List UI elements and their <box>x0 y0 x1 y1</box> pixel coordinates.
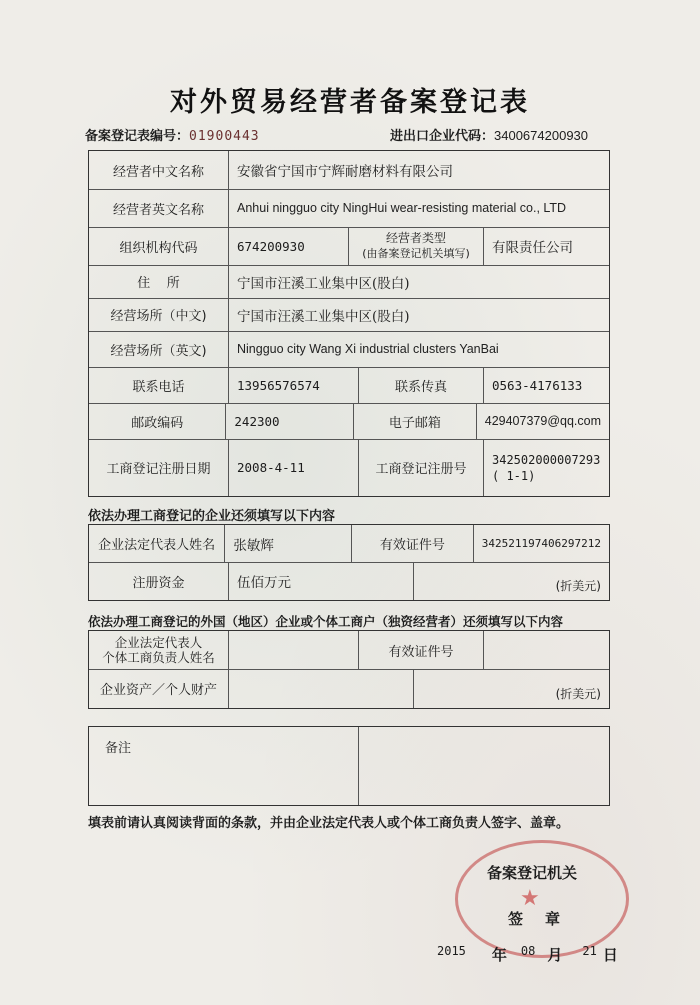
fax-label: 联系传真 <box>359 367 484 403</box>
remarks-box <box>88 726 610 806</box>
date-month: 08 <box>520 944 536 958</box>
phone-value: 13956576574 <box>229 367 359 403</box>
id-number: 342521197406297212 <box>481 537 601 550</box>
enterprise-code <box>390 125 588 144</box>
row-cn-name <box>89 151 609 190</box>
date-year-unit: 年 <box>491 946 507 964</box>
assets-value <box>229 669 414 708</box>
email-value: 429407379@qq.com <box>484 414 601 428</box>
reg-date-value: 2008-4-11 <box>229 439 359 496</box>
remarks-label-cell <box>89 727 359 805</box>
section1-table <box>88 524 610 601</box>
fax-value: 0563-4176133 <box>492 377 583 393</box>
postcode-label: 邮政编码 <box>89 403 226 439</box>
id-label: 有效证件号 <box>352 525 474 562</box>
place-en-value: Ningguo city Wang Xi industrial clusters YanBai <box>237 342 499 356</box>
row-place-cn <box>89 298 609 332</box>
foreign-rep-label-line2: 个体工商负责人姓名 <box>102 650 215 665</box>
enterprise-code-value: 3400674200930 <box>494 128 589 143</box>
type-label-line2: (由备案登记机关填写) <box>362 247 470 260</box>
row-legal-rep <box>89 525 609 563</box>
date-day-unit: 日 <box>602 946 618 964</box>
row-en-name <box>89 189 609 228</box>
cn-name-value: 安徽省宁国市宁辉耐磨材料有限公司 <box>237 164 453 180</box>
row-residence <box>89 265 609 299</box>
foreign-id-label: 有效证件号 <box>359 631 484 669</box>
date-month-unit: 月 <box>547 946 563 964</box>
org-code-value: 674200930 <box>229 227 349 265</box>
legal-rep-label: 企业法定代表人姓名 <box>89 525 225 562</box>
type-value: 有限责任公司 <box>492 240 573 256</box>
main-table <box>88 150 610 497</box>
seal-org-label: 备案登记机关 <box>487 864 578 882</box>
assets-usd-note: (折美元) <box>555 687 601 701</box>
residence-value: 宁国市汪溪工业集中区(股白) <box>237 275 410 292</box>
en-name-value: Anhui ningguo city NingHui wear-resisting material co., LTD <box>237 201 567 215</box>
place-cn-label: 经营场所（中文) <box>89 298 229 331</box>
capital-value: 伍佰万元 <box>229 562 414 600</box>
seal-star-icon: ★ <box>520 886 540 911</box>
date-year: 2015 <box>437 944 466 958</box>
capital-label: 注册资金 <box>89 562 229 600</box>
foreign-id-value <box>484 631 609 669</box>
type-label-line1: 经营者类型 <box>385 231 446 245</box>
reg-no-label: 工商登记注册号 <box>359 439 484 496</box>
cn-name-label: 经营者中文名称 <box>89 151 229 189</box>
foreign-rep-label-line1: 企业法定代表人 <box>114 635 203 650</box>
registration-number-value: 01900443 <box>189 129 260 144</box>
row-phone-fax <box>89 367 609 404</box>
section1-heading: 依法办理工商登记的企业还须填写以下内容 <box>88 509 336 524</box>
footer-note: 填表前请认真阅读背面的条款，并由企业法定代表人或个体工商负责人签字、盖章。 <box>88 816 570 831</box>
row-foreign-rep <box>89 631 609 670</box>
row-assets <box>89 669 609 708</box>
reg-date-label: 工商登记注册日期 <box>89 439 229 496</box>
seal-sign-label: 签章 <box>508 910 583 928</box>
row-place-en <box>89 331 609 368</box>
sign-date <box>437 944 618 965</box>
official-seal <box>455 840 629 958</box>
section2-heading: 依法办理工商登记的外国（地区）企业或个体工商户（独资经营者）还须填写以下内容 <box>88 614 564 629</box>
postcode-value: 242300 <box>226 403 354 439</box>
type-label <box>349 227 484 265</box>
section2-table <box>88 630 610 709</box>
phone-label: 联系电话 <box>89 367 229 403</box>
row-capital <box>89 562 609 600</box>
date-day: 21 <box>582 944 597 958</box>
assets-usd-cell <box>414 669 609 708</box>
row-reg-date <box>89 439 609 496</box>
row-postcode-email <box>89 403 609 440</box>
capital-usd-cell <box>414 562 609 600</box>
assets-label: 企业资产／个人财产 <box>89 669 229 708</box>
legal-rep-name: 张敏辉 <box>225 525 352 562</box>
org-code-label: 组织机构代码 <box>89 227 229 265</box>
foreign-rep-value <box>229 631 359 669</box>
remarks-label: 备注 <box>105 741 132 756</box>
foreign-rep-label <box>89 631 229 669</box>
capital-usd-note: (折美元) <box>555 579 601 593</box>
document-title: 对外贸易经营者备案登记表 <box>170 87 530 118</box>
en-name-label: 经营者英文名称 <box>89 189 229 227</box>
row-org-code <box>89 227 609 266</box>
registration-number <box>85 125 260 144</box>
residence-label: 住 所 <box>89 265 229 298</box>
enterprise-code-label: 进出口企业代码： <box>390 129 495 144</box>
email-label: 电子邮箱 <box>354 403 477 439</box>
place-en-label: 经营场所（英文) <box>89 331 229 367</box>
reg-no-value: 342502000007293( 1-1) <box>492 452 601 483</box>
registration-number-label: 备案登记表编号： <box>85 129 190 144</box>
place-cn-value: 宁国市汪溪工业集中区(股白) <box>237 308 410 325</box>
